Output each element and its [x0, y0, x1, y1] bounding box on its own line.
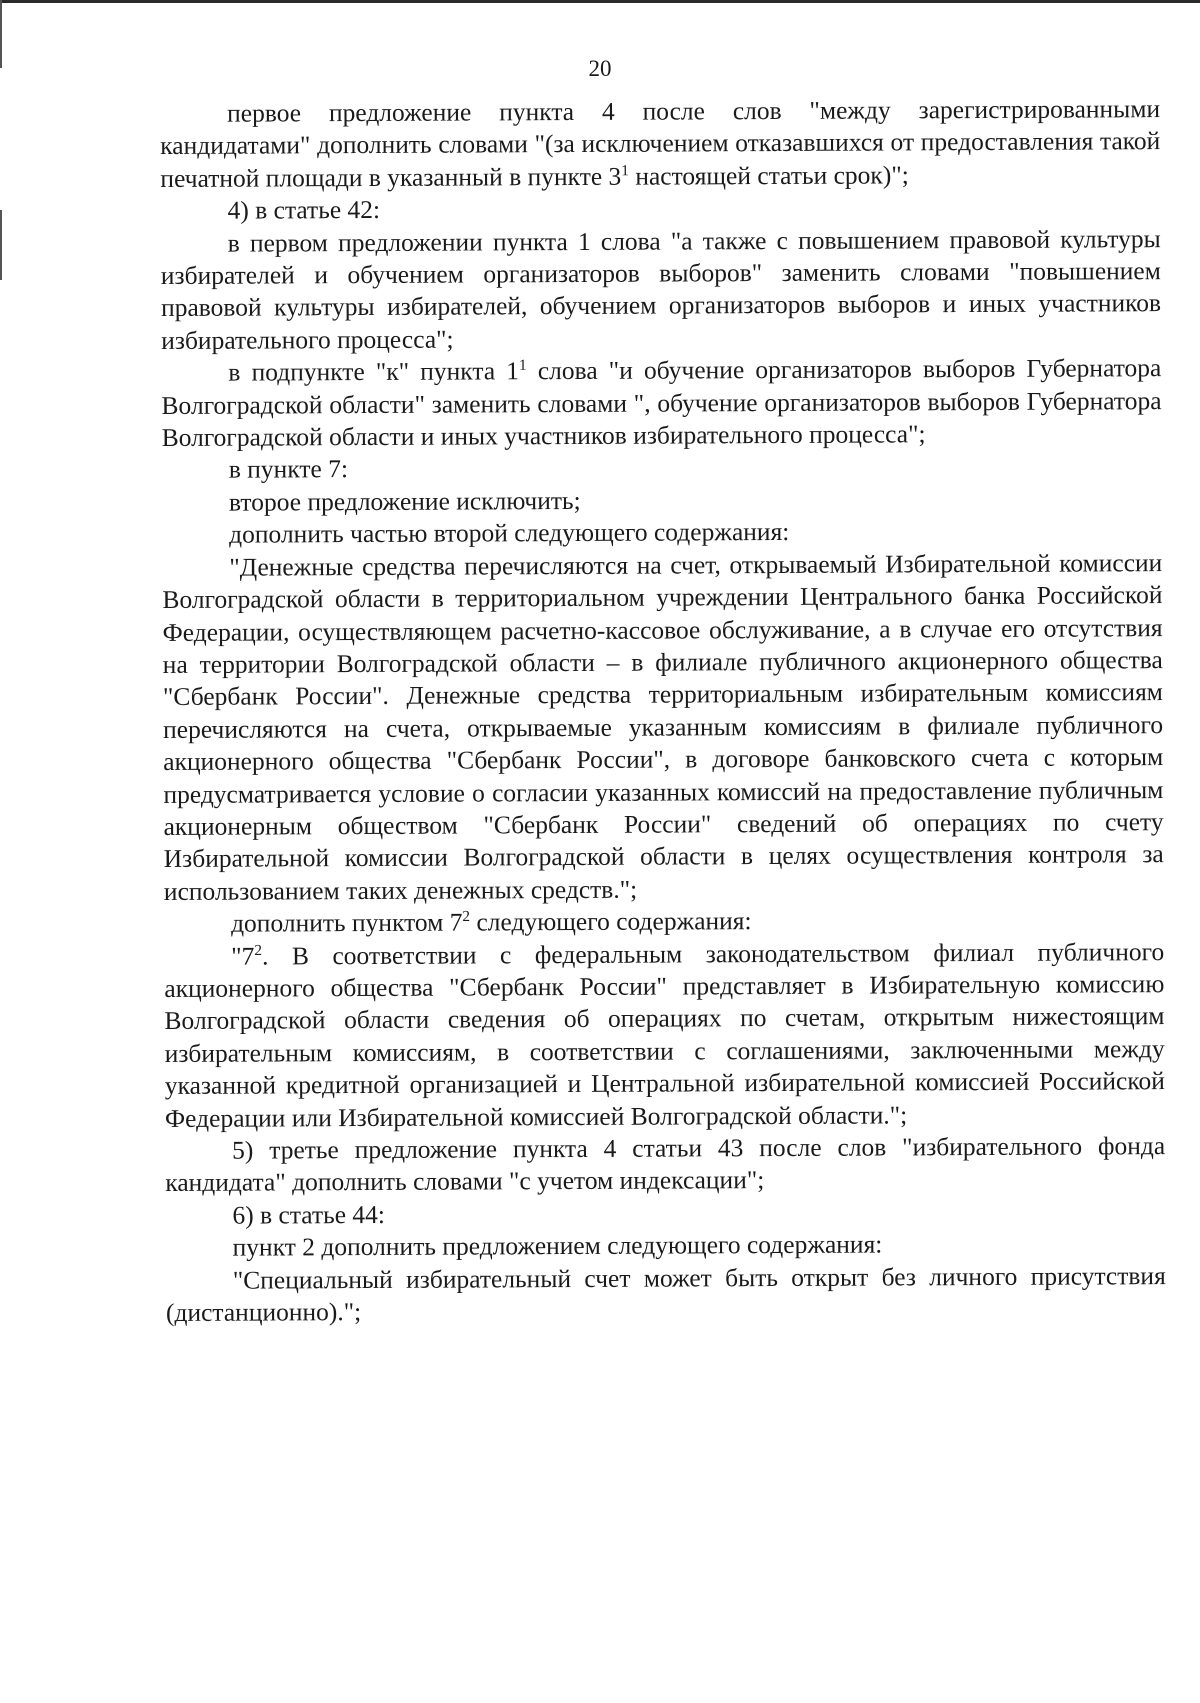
superscript: 1	[621, 162, 629, 180]
superscript: 2	[254, 941, 263, 959]
paragraph: в подпункте "к" пункта $1^1$ слова "и обучение организаторов выборов Губернатора Волгоградской области" заменить словами ", обучение организаторов выборов Губернатора Волгоградской области и иных участников избирательного процесса";	[161, 353, 1162, 453]
paragraph: в первом предложении пункта 1 слова "а также с повышением правовой культуры избирателей и обучением организаторов выборов" заменить словами "повышением правовой культуры избирателей, обучением организаторов выборов и иных участников избирательного процесса";	[160, 223, 1162, 355]
paragraph: 5) третье предложение пункта 4 статьи 43 после слов "избирательного фонда кандидата" дополнить словами "с учетом индексации";	[165, 1131, 1166, 1198]
paragraph: пункт 2 дополнить предложением следующего содержания:	[232, 1229, 883, 1262]
paragraph: второе предложение исключить;	[228, 485, 581, 517]
paragraph: в пункте 7:	[228, 454, 349, 485]
superscript: 2	[462, 908, 471, 926]
paragraph: дополнить пунктом $7^2$ следующего содержания:	[230, 906, 752, 938]
paragraph: 6) в статье 44:	[232, 1199, 386, 1230]
document-body	[160, 93, 1166, 1329]
paragraph: 4) в статье 42:	[227, 195, 381, 225]
paragraph: "Денежные средства перечисляются на счет, открываемый Избирательной комиссии Волгоградской области в территориальном учреждении Центрального банка Российской Федерации, осуществляющем расчетно-кассовое обслуживание, а в случае его отсутствия на территории Волгоградской области – в филиале публичного акционерного общества "Сбербанк России". Денежные средства территориальным избирательным комиссиям перечисляются на счета, открываемые указанным комиссиям в филиале публичного акционерного общества "Сбербанк России", в договоре банковского счета с которым предусматривается условие о согласии указанных комиссий на предоставление публичным акционерным обществом "Сбербанк России" сведений об операциях по счету Избирательной комиссии Волгоградской области в целях осуществления контроля за использованием таких денежных средств.";	[162, 547, 1164, 906]
superscript: 1	[518, 356, 527, 374]
scan-left-mark	[0, 210, 2, 280]
paragraph: "Специальный избирательный счет может быть открыт без личного присутствия (дистанционно).";	[165, 1260, 1166, 1328]
paragraph: "$7^2$. В соответствии с федеральным законодательством филиал публичного акционерного общества "Сбербанк России" представляет в Избирательную комиссию Волгоградской области сведения об операциях по счетам, открытым нижестоящим избирательным комиссиям, в соответствии с соглашениями, заключенными между указанной кредитной организацией и Центральной избирательной комиссией Российской Федерации или Избирательной комиссией Волгоградской области.";	[164, 936, 1165, 1133]
paragraph: первое предложение пункта 4 после слов "между зарегистрированными кандидатами" дополнить словами "(за исключением отказавшихся от предоставления такой печатной площади в указанный в пункте $3^1$ настоящей статьи срок)";	[160, 94, 1161, 193]
scan-top-edge	[0, 0, 1200, 3]
paragraph: дополнить частью второй следующего содержания:	[229, 517, 790, 549]
page-number: 20	[588, 56, 612, 81]
